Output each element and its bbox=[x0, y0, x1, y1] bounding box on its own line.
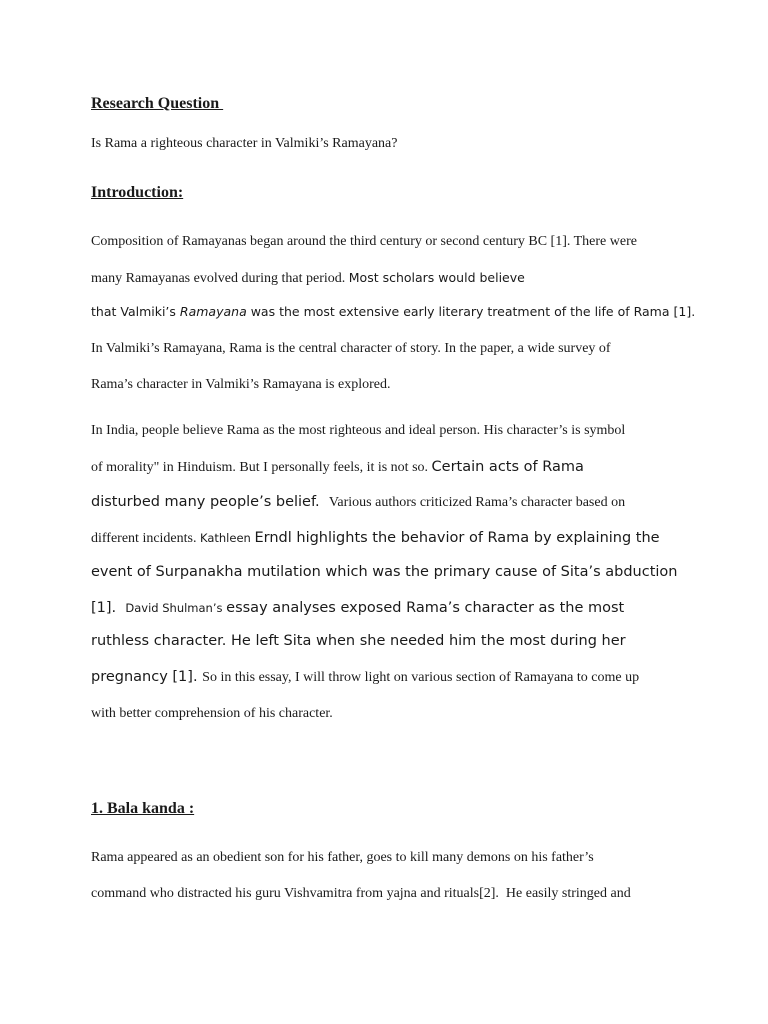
intro-p2-line-6: [1]. David Shulman’s essay analyses exposed Rama’s character as the most bbox=[91, 600, 625, 616]
intro-p2-line-4: different incidents. Kathleen Erndl highlights the behavior of Rama by explaining the bbox=[91, 530, 660, 546]
intro-p1-line-5: Rama’s character in Valmiki’s Ramayana is explored. bbox=[91, 377, 391, 392]
intro-p1-line-3: that Valmiki’s Ramayana was the most extensive early literary treatment of the life of Rama [1]. bbox=[91, 304, 696, 319]
research-question-text: Is Rama a righteous character in Valmiki’s Ramayana? bbox=[91, 136, 398, 151]
intro-p2-line-9: with better comprehension of his character. bbox=[91, 706, 333, 721]
introduction-heading: Introduction: bbox=[91, 184, 184, 201]
intro-p1-line-4: In Valmiki’s Ramayana, Rama is the central character of story. In the paper, a wide survey of bbox=[91, 341, 611, 356]
intro-p2-line-1: In India, people believe Rama as the most righteous and ideal person. His character’s is symbol bbox=[91, 423, 626, 438]
intro-p2-line-8: pregnancy [1]. So in this essay, I will throw light on various section of Ramayana to come up bbox=[91, 669, 640, 685]
bala-kanda-line-1: Rama appeared as an obedient son for his father, goes to kill many demons on his father’s bbox=[91, 850, 594, 865]
intro-p1-line-1: Composition of Ramayanas began around the third century or second century BC [1]. There were bbox=[91, 234, 637, 249]
research-question-heading: Research Question bbox=[91, 95, 224, 112]
bala-kanda-heading: 1. Bala kanda : bbox=[91, 800, 195, 817]
intro-p2-line-3: disturbed many people’s belief. Various authors criticized Rama’s character based on bbox=[91, 494, 626, 510]
intro-p2-line-7: ruthless character. He left Sita when she needed him the most during her bbox=[91, 633, 626, 649]
bala-kanda-line-2: command who distracted his guru Vishvamitra from yajna and rituals[2]. He easily stringed and bbox=[91, 886, 631, 901]
intro-p2-line-2: of morality" in Hinduism. But I personally feels, it is not so. Certain acts of Rama bbox=[91, 459, 584, 475]
intro-p1-line-2: many Ramayanas evolved during that period. Most scholars would believe bbox=[91, 270, 525, 286]
intro-p2-line-5: event of Surpanakha mutilation which was the primary cause of Sita’s abduction bbox=[91, 564, 678, 580]
